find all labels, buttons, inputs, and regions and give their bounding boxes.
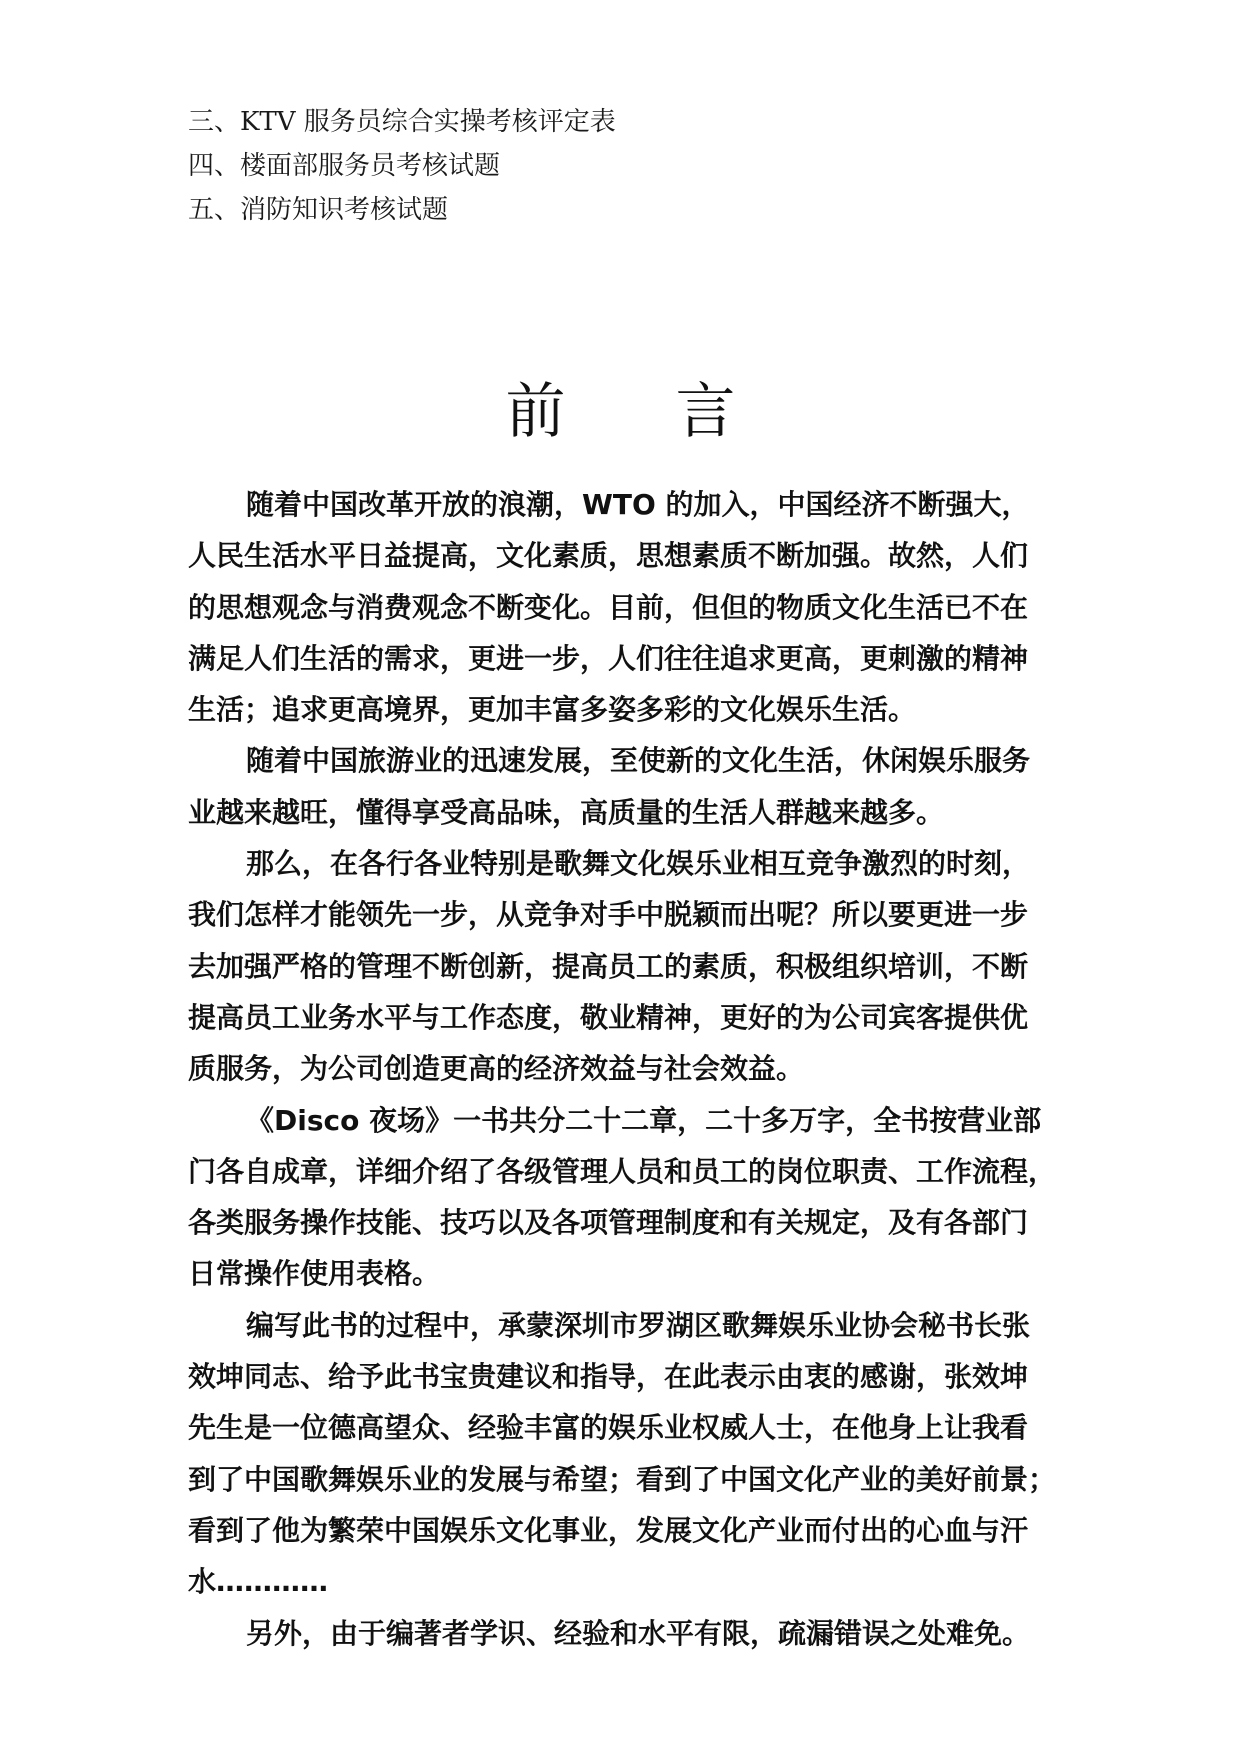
preface-line: 随着中国旅游业的迅速发展，至使新的文化生活，休闲娱乐服务 [246,744,1031,778]
preface-line: 人民生活水平日益提高，文化素质，思想素质不断加强。故然，人们 [188,539,1029,573]
preface-title: 前言 [505,377,846,447]
preface-line: 水………… [188,1565,329,1599]
preface-line: 我们怎样才能领先一步，从竞争对手中脱颖而出呢？所以要更进一步 [188,898,1029,932]
preface-line: 的思想观念与消费观念不断变化。目前，但但的物质文化生活已不在 [188,590,1029,624]
preface-line: 各类服务操作技能、技巧以及各项管理制度和有关规定，及有各部门 [188,1206,1029,1240]
preface-line: 生活；追求更高境界，更加丰富多姿多彩的文化娱乐生活。 [188,693,917,727]
preface-line: 业越来越旺，懂得享受高品味，高质量的生活人群越来越多。 [188,795,945,829]
preface-line: 门各自成章，详细介绍了各级管理人员和员工的岗位职责、工作流程， [188,1154,1057,1188]
preface-line: 先生是一位德高望众、经验丰富的娱乐业权威人士，在他身上让我看 [188,1411,1029,1445]
preface-line: 到了中国歌舞娱乐业的发展与希望；看到了中国文化产业的美好前景； [188,1462,1057,1496]
toc-item-4: 四、楼面部服务员考核试题 [188,151,501,181]
preface-line: 随着中国改革开放的浪潮，WTO 的加入，中国经济不断强大， [246,488,1030,521]
preface-line: 另外，由于编著者学识、经验和水平有限，疏漏错误之处难免。 [246,1616,1031,1650]
toc-item-5: 五、消防知识考核试题 [188,195,449,225]
preface-line: 编写此书的过程中，承蒙深圳市罗湖区歌舞娱乐业协会秘书长张 [246,1308,1031,1342]
preface-line: 提高员工业务水平与工作态度，敬业精神，更好的为公司宾客提供优 [188,1000,1029,1034]
preface-line: 质服务，为公司创造更高的经济效益与社会效益。 [188,1052,805,1086]
toc-item-3: 三、KTV 服务员综合实操考核评定表 [188,107,616,137]
table-of-contents-continued [188,100,1088,232]
preface-line: 满足人们生活的需求，更进一步，人们往往追求更高，更刺激的精神 [188,641,1029,675]
preface-line: 日常操作使用表格。 [188,1257,441,1291]
preface-line: 那么，在各行各业特别是歌舞文化娱乐业相互竞争激烈的时刻， [246,847,1031,881]
preface-line: 《Disco 夜场》一书共分二十二章，二十多万字，全书按营业部 [246,1103,1042,1137]
preface-body [188,479,1068,1659]
preface-line: 去加强严格的管理不断创新，提高员工的素质，积极组织培训，不断 [188,949,1029,983]
preface-line: 看到了他为繁荣中国娱乐文化事业，发展文化产业而付出的心血与汗 [188,1513,1029,1547]
preface-line: 效坤同志、给予此书宝贵建议和指导，在此表示由衷的感谢，张效坤 [188,1360,1029,1394]
